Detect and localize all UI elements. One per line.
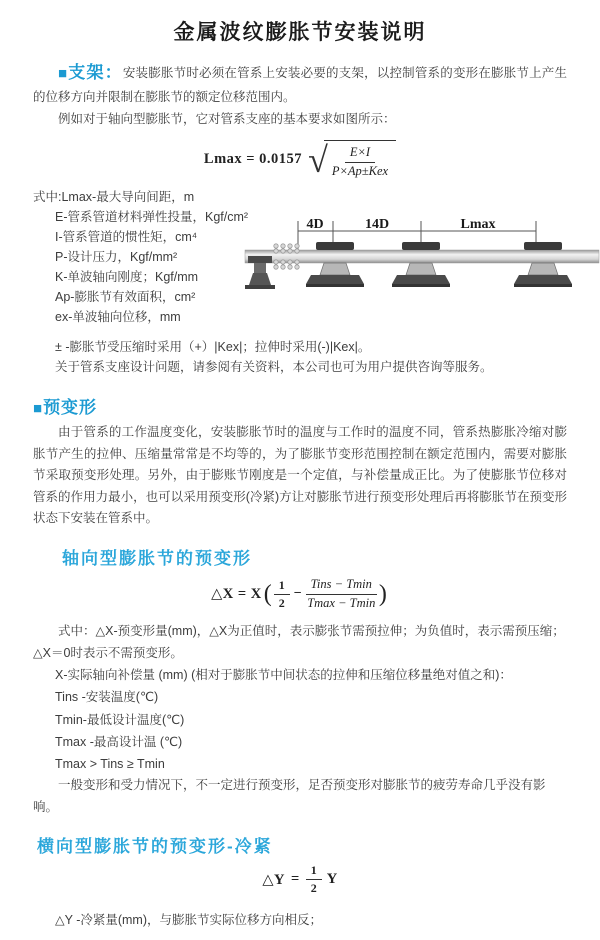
lateral-note: △Y -冷紧量(mm)，与膨胀节实际位移方向相反； [55, 913, 323, 928]
formula-lmax-denominator: P×Ap±Kex [331, 163, 389, 178]
minus-operator: − [293, 586, 302, 602]
dim-label-lmax: Lmax [460, 217, 496, 233]
support-spacing-diagram [243, 217, 600, 317]
radical-sign-icon: √ [308, 139, 328, 180]
dim-label-4d: 4D [306, 217, 324, 233]
formula-dy-denominator: 2 [310, 881, 317, 896]
support-section-heading [58, 63, 123, 82]
predeform-section-heading [33, 393, 567, 418]
equals-sign: = [290, 871, 300, 888]
pipe-support [306, 242, 364, 287]
definition-line: 式中:Lmax-最大导向间距，m [33, 190, 195, 205]
definition-line: I-管系管道的惯性矩，cm⁴ [55, 230, 198, 245]
definition-line: P-设计压力，Kgf/mm² [55, 250, 178, 265]
lateral-subsection-heading: 横向型膨胀节的预变形-冷紧 [37, 837, 273, 857]
definition-line: Ap-膨胀节有效面积，cm² [55, 290, 196, 305]
pipe-support [392, 242, 450, 287]
formula-lmax-numerator: E×I [345, 145, 375, 163]
formula-delta-x [33, 577, 567, 611]
axial-note-1: 式中：△X-预变形量(mm)，△X为正值时，表示膨张节需预拉伸；为负值时，表示需预压缩；△X＝0时表示不需预变形。 [33, 624, 565, 660]
formula-lmax-lhs: Lmax = 0.0157 [203, 151, 303, 168]
definition-line: E-管系管道材料弹性投量，Kgf/cm² [55, 210, 249, 225]
formula-dx-lhs: △X = X [211, 586, 262, 603]
definition-line: Tins -安装温度(℃) [55, 690, 159, 705]
formula-lmax [33, 140, 567, 179]
half-denominator: 2 [278, 595, 285, 610]
anchor-support [245, 256, 275, 289]
formula-dy-numerator: 1 [306, 863, 322, 880]
dim-label-14d: 14D [364, 217, 390, 233]
pipe-supports [306, 242, 572, 287]
definition-line: X-实际轴向补偿量 (mm) (相对于膨胀节中间状态的拉伸和压缩位移量绝对值之和)： [55, 668, 512, 683]
definition-line: Tmax -最高设计温 (℃) [55, 734, 183, 749]
formula-delta-y [33, 863, 567, 896]
axial-note-2: 一般变形和受力情况下，不一定进行预变形，足否预变形对膨胀节的疲劳寿命几乎没有影响。 [33, 778, 546, 814]
support-heading-label: 支架： [68, 63, 123, 82]
formula-dx-denominator: Tmax − Tmin [307, 595, 376, 610]
consult-note: 关于管系支座设计问题，请参阅有关资料，本公司也可为用户提供咨询等服务。 [55, 360, 493, 375]
formula-dx-numerator: Tins − Tmin [306, 577, 377, 595]
axial-subsection-heading: 轴向型膨胀节的预变形 [62, 548, 252, 568]
sqrt-radical [308, 140, 396, 179]
pipe-support [514, 242, 572, 287]
predeform-paragraph: 由于管系的工作温度变化，安装膨胀节时的温度与工作时的温度不同，管系热膨胀冷缩对膨胀节产生的拉伸、压缩量常常是不均等的，为了膨胀节变形范围控制在额定范围内，需要对膨胀节采取预变形处理。另外，由于膨账节刚度是一个定值，与补偿量成正比。为了使膨胀节位移对管系的作用力最小，也可以采用预变形(冷紧)方让对膨胀节进行预变形处理后再将膨胀节在预变形状态下安装在管系中。 [33, 425, 567, 526]
section-square-icon: ■ [33, 400, 43, 418]
support-paragraph [33, 58, 567, 109]
definition-line: K-单波轴向刚度；Kgf/mm [55, 270, 199, 285]
definition-line: Tmax > Tins ≥ Tmin [55, 757, 165, 772]
definition-line: Tmin-最低设计温度(℃) [55, 712, 185, 727]
plusminus-note: ± -膨胀节受压缩时采用（+）|Kex|；拉伸时采用(-)|Kex|。 [55, 340, 371, 355]
formula-dy-rhs: Y [326, 871, 338, 888]
support-intro-text: 安装膨胀节时必须在管系上安装必要的支架，以控制管系的变形在膨胀节上产生的位移方向并限制在膨胀节的额定位移范围内。 [33, 66, 568, 105]
close-paren: ) [378, 581, 387, 608]
formula-dy-lhs: △Y [262, 871, 285, 888]
definitions-and-diagram [33, 187, 567, 337]
open-paren: ( [263, 581, 272, 608]
half-numerator: 1 [274, 578, 290, 595]
section-square-icon: ■ [58, 65, 68, 82]
example-line: 例如对于轴向型膨胀节，它对管系支座的基本要求如图所示： [58, 111, 396, 126]
axial-definitions [55, 664, 567, 775]
predeform-heading-label: 预变形 [43, 398, 98, 418]
definition-line: ex-单波轴向位移，mm [55, 310, 181, 325]
page-title: 金属波纹膨胀节安装说明 [173, 21, 427, 44]
